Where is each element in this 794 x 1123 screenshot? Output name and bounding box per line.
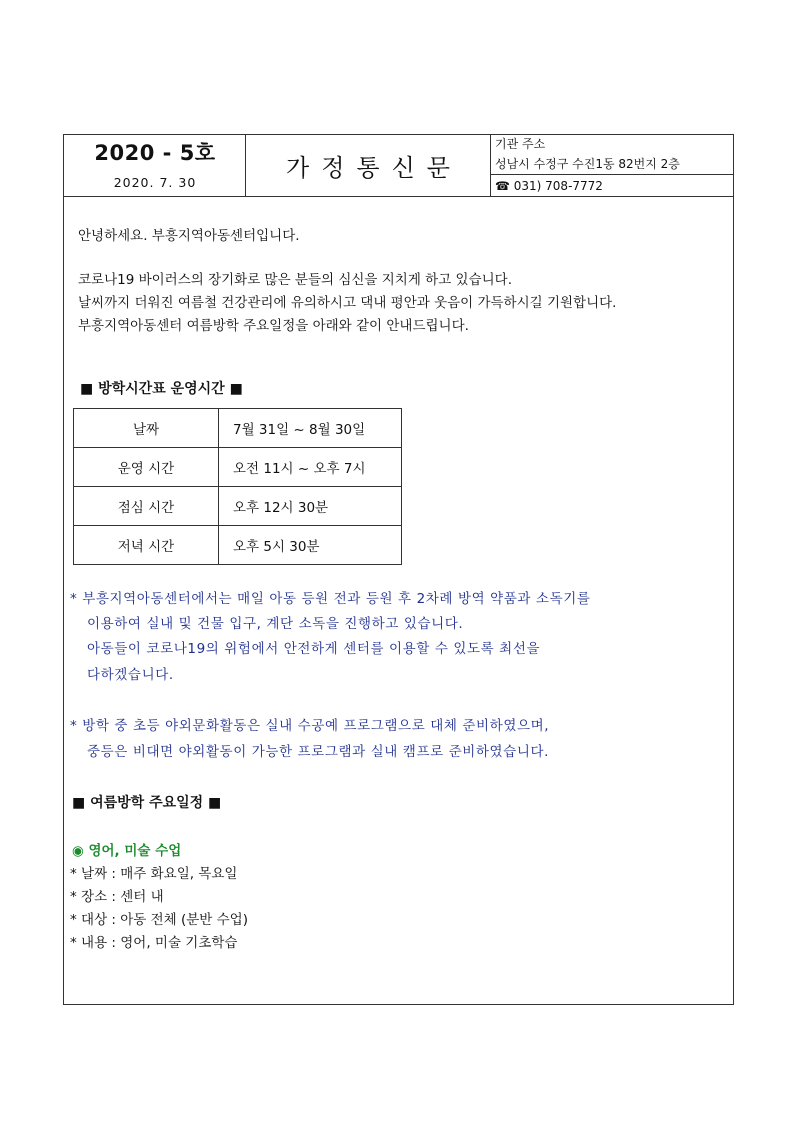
class-target: * 대상 : 아동 전체 (분반 수업) xyxy=(70,912,248,928)
page-title: 가정통신문 xyxy=(286,154,462,182)
notice-1-line-1: * 부흥지역아동센터에서는 매일 아동 등원 전과 등원 후 2차례 방역 약품과 소독기를 xyxy=(70,591,591,607)
notice-1-line-4: 다하겠습니다. xyxy=(87,667,174,683)
row-value: 오후 12시 30분 xyxy=(219,487,402,526)
issue-box xyxy=(64,135,246,196)
notice-1-line-2: 이용하여 실내 및 건물 입구, 계단 소독을 진행하고 있습니다. xyxy=(87,616,464,632)
title-box xyxy=(246,135,491,196)
table-row xyxy=(74,526,402,565)
notice-2-line-2: 중등은 비대면 야외활동이 가능한 프로그램과 실내 캠프로 준비하였습니다. xyxy=(87,744,549,760)
class-place: * 장소 : 센터 내 xyxy=(70,889,164,905)
issue-date: 2020. 7. 30 xyxy=(113,175,197,190)
row-label: 날짜 xyxy=(74,409,219,448)
row-value: 오전 11시 ~ 오후 7시 xyxy=(219,448,402,487)
org-phone: ☎ 031) 708-7772 xyxy=(491,174,733,196)
summer-heading: ■ 여름방학 주요일정 ■ xyxy=(72,795,222,811)
class-title: ◉ 영어, 미술 수업 xyxy=(72,843,182,859)
org-info xyxy=(491,135,733,196)
intro-line-3: 부흥지역아동센터 여름방학 주요일정을 아래와 같이 안내드립니다. xyxy=(78,318,469,334)
class-content: * 내용 : 영어, 미술 기초학습 xyxy=(70,935,238,951)
newsletter-header xyxy=(64,135,733,197)
row-value: 7월 31일 ~ 8월 30일 xyxy=(219,409,402,448)
schedule-table xyxy=(73,408,402,565)
greeting: 안녕하세요. 부흥지역아동센터입니다. xyxy=(78,228,300,244)
schedule-heading: ■ 방학시간표 운영시간 ■ xyxy=(80,381,243,397)
class-date: * 날짜 : 매주 화요일, 목요일 xyxy=(70,866,238,882)
table-row xyxy=(74,409,402,448)
table-row xyxy=(74,487,402,526)
notice-2-line-1: * 방학 중 초등 야외문화활동은 실내 수공예 프로그램으로 대체 준비하였으며, xyxy=(70,718,550,734)
issue-number: 2020 - 5호 xyxy=(94,141,216,165)
notice-1-line-3: 아동들이 코로나19의 위험에서 안전하게 센터를 이용할 수 있도록 최선을 xyxy=(87,641,541,657)
org-label: 기관 주소 xyxy=(495,137,546,151)
org-address: 성남시 수정구 수진1동 82번지 2층 xyxy=(495,157,680,171)
table-row xyxy=(74,448,402,487)
intro-line-1: 코로나19 바이러스의 장기화로 많은 분들의 심신을 지치게 하고 있습니다. xyxy=(78,272,512,288)
intro-line-2: 날씨까지 더워진 여름철 건강관리에 유의하시고 댁내 평안과 웃음이 가득하시길 기원합니다. xyxy=(78,295,617,311)
row-value: 오후 5시 30분 xyxy=(219,526,402,565)
row-label: 운영 시간 xyxy=(74,448,219,487)
row-label: 점심 시간 xyxy=(74,487,219,526)
row-label: 저녁 시간 xyxy=(74,526,219,565)
